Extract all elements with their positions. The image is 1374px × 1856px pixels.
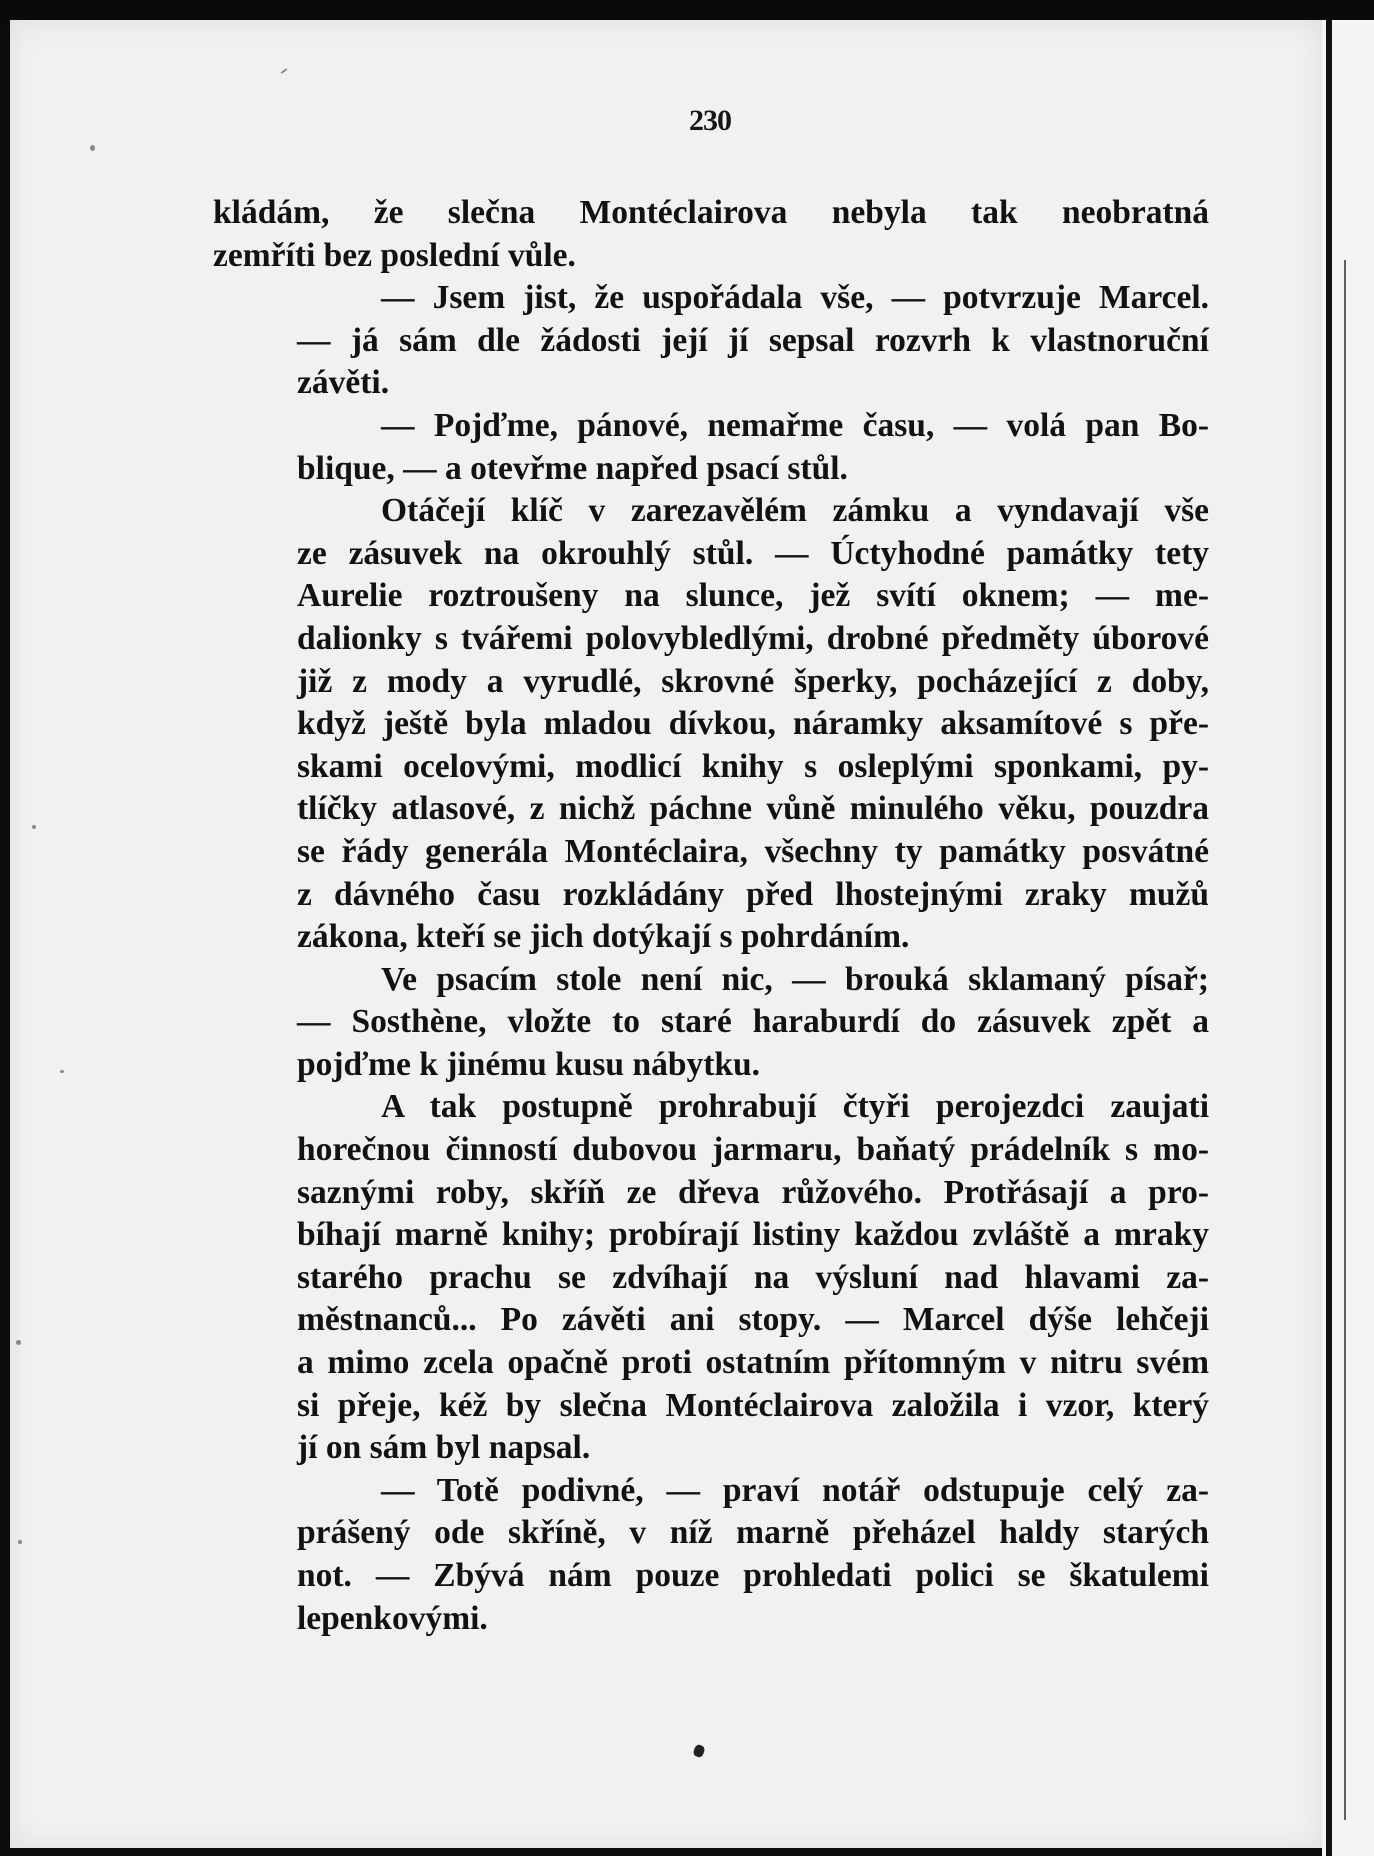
text-line: dalionky s tvářemi polovybledlými, drobné předměty úborové [297, 619, 1209, 657]
scan-speck [16, 1340, 21, 1345]
scan-speck [90, 145, 95, 151]
text-line: horečnou činností dubovou jarmaru, baňatý prádelník s mo- [297, 1131, 1209, 1169]
paragraph [213, 1086, 1209, 1469]
text-line: starého prachu se zdvíhají na výsluní nad hlavami za- [297, 1258, 1209, 1296]
text-line: prášený ode skříně, v níž marně přeházel haldy starých [297, 1514, 1209, 1552]
adjacent-page-edge [1322, 20, 1374, 1856]
scan-speck [280, 68, 288, 74]
text-line: zemříti bez poslední vůle. [213, 236, 576, 274]
paragraph [213, 277, 1209, 405]
text-line: — Jsem jist, že uspořádala vše, — potvrzuje Marcel. [381, 279, 1209, 317]
text-line: si přeje, kéž by slečna Montéclairova založila i vzor, který [297, 1386, 1209, 1424]
text-line: blique, — a otevřme napřed psací stůl. [297, 449, 848, 487]
scan-speck [18, 1540, 22, 1544]
text-line: městnanců... Po závěti ani stopy. — Marcel dýše lehčeji [297, 1301, 1209, 1339]
text-line: jí on sám byl napsal. [297, 1429, 591, 1467]
text-line: již z mody a vyrudlé, skrovné šperky, pocházející z doby, [297, 662, 1209, 700]
text-line: z dávného času rozkládány před lhostejnými zraky mužů [297, 875, 1209, 913]
paragraph [213, 490, 1209, 959]
body-text [213, 192, 1209, 1640]
text-line: not. — Zbývá nám pouze prohledati polici se škatulemi [297, 1557, 1209, 1594]
text-line: skami ocelovými, modlicí knihy s osleplými sponkami, py- [297, 747, 1209, 785]
text-line: Aurelie roztroušeny na slunce, jež svítí oknem; — me- [297, 577, 1209, 615]
text-line: a mimo zcela opačně proti ostatním přítomným v nitru svém [297, 1344, 1209, 1382]
text-line: lepenkovými. [297, 1599, 488, 1637]
scan-speck [32, 825, 36, 829]
text-line: — Sosthène, vložte to staré haraburdí do zásuvek zpět a [297, 1003, 1209, 1041]
text-line: závěti. [297, 364, 390, 402]
text-line: pojďme k jinému kusu nábytku. [297, 1045, 760, 1083]
text-line: bíhají marně knihy; probírají listiny každou zvláště a mraky [297, 1216, 1209, 1254]
page-gutter-shadow [1344, 260, 1346, 1820]
scan-speck [60, 1070, 64, 1073]
text-line: Ve psacím stole není nic, — brouká sklamaný písař; [381, 960, 1209, 998]
text-line: když ještě byla mladou dívkou, náramky aksamítové s pře- [297, 705, 1209, 743]
paragraph [213, 192, 1209, 277]
text-line: se řády generála Montéclaira, všechny ty památky posvátné [297, 832, 1209, 870]
paragraph [213, 959, 1209, 1087]
text-line: A tak postupně prohrabují čtyři perojezdci zaujati [381, 1088, 1209, 1126]
text-line: tlíčky atlasové, z nichž páchne vůně minulého věku, pouzdra [297, 790, 1209, 828]
text-line: saznými roby, skříň ze dřeva růžového. Protřásají a pro- [297, 1173, 1209, 1211]
text-line: Otáčejí klíč v zarezavělém zámku a vyndavají vše [381, 492, 1209, 530]
page-gutter-line [1326, 20, 1332, 1856]
text-line: — Pojďme, pánové, nemařme času, — volá pan Bo- [381, 406, 1209, 444]
text-line: — já sám dle žádosti její jí sepsal rozvrh k vlastnoruční [297, 321, 1209, 359]
page-number: 230 [689, 104, 731, 137]
scan-top-border [0, 0, 1374, 22]
text-line: zákona, kteří se jich dotýkají s pohrdáním. [297, 918, 910, 956]
paragraph [213, 1470, 1209, 1640]
paragraph [213, 405, 1209, 490]
text-line: kládám, že slečna Montéclairova nebyla tak neobratná [213, 194, 1209, 231]
text-line: — Totě podivné, — praví notář odstupuje celý za- [381, 1471, 1209, 1509]
text-line: ze zásuvek na okrouhlý stůl. — Úctyhodné památky tety [297, 534, 1209, 572]
